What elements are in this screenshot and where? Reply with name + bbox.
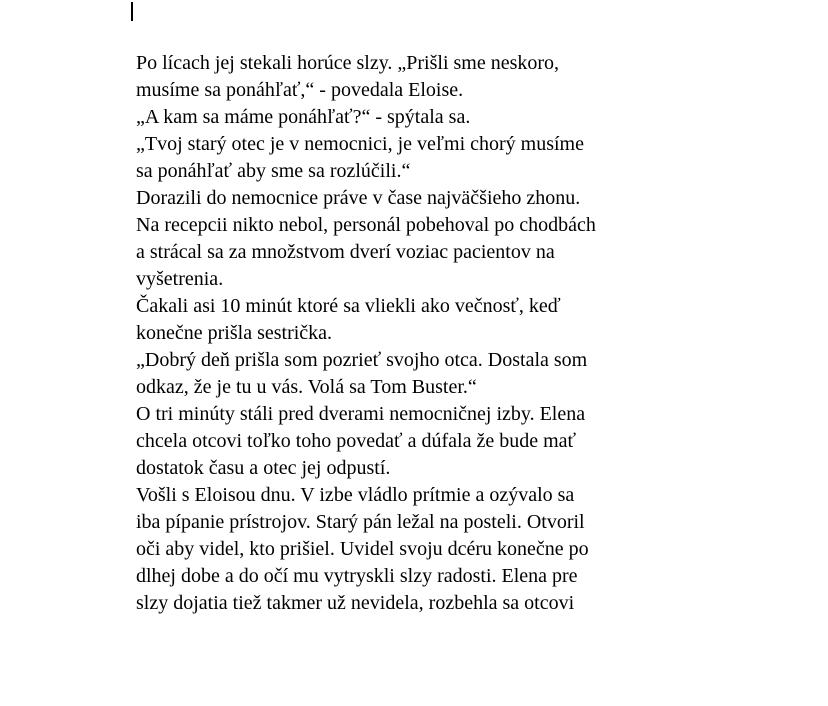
- text-cursor: [131, 2, 133, 21]
- document-body[interactable]: [136, 50, 776, 617]
- text-line: sa ponáhľať aby sme sa rozlúčili.“: [136, 160, 411, 182]
- text-line: Na recepcii nikto nebol, personál pobehoval po chodbách: [136, 214, 596, 236]
- text-line: konečne prišla sestrička.: [136, 322, 333, 344]
- text-line: iba pípanie prístrojov. Starý pán ležal na posteli. Otvoril: [136, 511, 585, 533]
- text-line: O tri minúty stáli pred dverami nemocničnej izby. Elena: [136, 403, 586, 425]
- text-line: „Dobrý deň prišla som pozrieť svojho otca. Dostala som: [136, 349, 588, 371]
- text-line: slzy dojatia tiež takmer už nevidela, rozbehla sa otcovi: [136, 592, 575, 614]
- text-line: „A kam sa máme ponáhľať?“ - spýtala sa.: [136, 106, 471, 128]
- text-line: chcela otcovi toľko toho povedať a dúfala že bude mať: [136, 430, 577, 452]
- text-line: vyšetrenia.: [136, 268, 224, 290]
- text-line: dostatok času a otec jej odpustí.: [136, 457, 391, 479]
- text-line: „Tvoj starý otec je v nemocnici, je veľmi chorý musíme: [136, 133, 584, 155]
- text-line: oči aby videl, kto prišiel. Uvidel svoju dcéru konečne po: [136, 538, 589, 560]
- text-line: Po lícach jej stekali horúce slzy. „Prišli sme neskoro,: [136, 52, 560, 74]
- text-line: Vošli s Eloisou dnu. V izbe vládlo prítmie a ozývalo sa: [136, 484, 575, 506]
- text-line: musíme sa ponáhľať,“ - povedala Eloise.: [136, 79, 464, 101]
- text-line: Dorazili do nemocnice práve v čase najväčšieho zhonu.: [136, 187, 581, 209]
- text-line: odkaz, že je tu u vás. Volá sa Tom Buster.“: [136, 376, 477, 398]
- text-line: Čakali asi 10 minút ktoré sa vliekli ako večnosť, keď: [136, 295, 561, 317]
- text-line: a strácal sa za množstvom dverí voziac pacientov na: [136, 241, 555, 263]
- text-line: dlhej dobe a do očí mu vytryskli slzy radosti. Elena pre: [136, 565, 578, 587]
